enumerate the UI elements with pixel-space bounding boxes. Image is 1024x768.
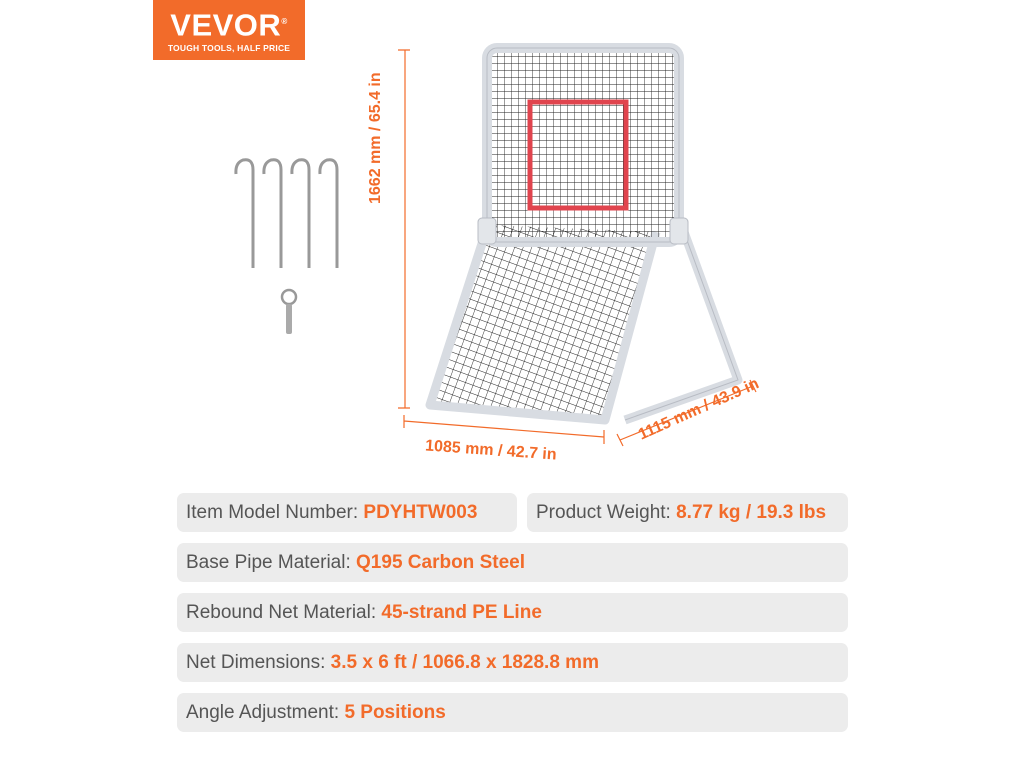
spec-base-pipe-material: Base Pipe Material: Q195 Carbon Steel — [177, 543, 848, 582]
rebounder-net-icon — [430, 48, 738, 420]
spec-model-number: Item Model Number: PDYHTW003 — [177, 493, 517, 532]
depth-dimension: 1115 mm / 43.9 in — [636, 375, 762, 444]
spec-rebound-net-material: Rebound Net Material: 45-strand PE Line — [177, 593, 848, 632]
brand-name: VEVOR® — [170, 7, 288, 43]
spec-angle-adjustment: Angle Adjustment: 5 Positions — [177, 693, 848, 732]
locking-pin-icon — [282, 290, 296, 334]
spec-product-weight: Product Weight: 8.77 kg / 19.3 lbs — [527, 493, 848, 532]
ground-stakes-icon — [236, 160, 337, 268]
brand-tagline: TOUGH TOOLS, HALF PRICE — [167, 43, 291, 54]
spec-net-dimensions: Net Dimensions: 3.5 x 6 ft / 1066.8 x 1828.8 mm — [177, 643, 848, 682]
width-dimension: 1085 mm / 42.7 in — [424, 437, 558, 464]
